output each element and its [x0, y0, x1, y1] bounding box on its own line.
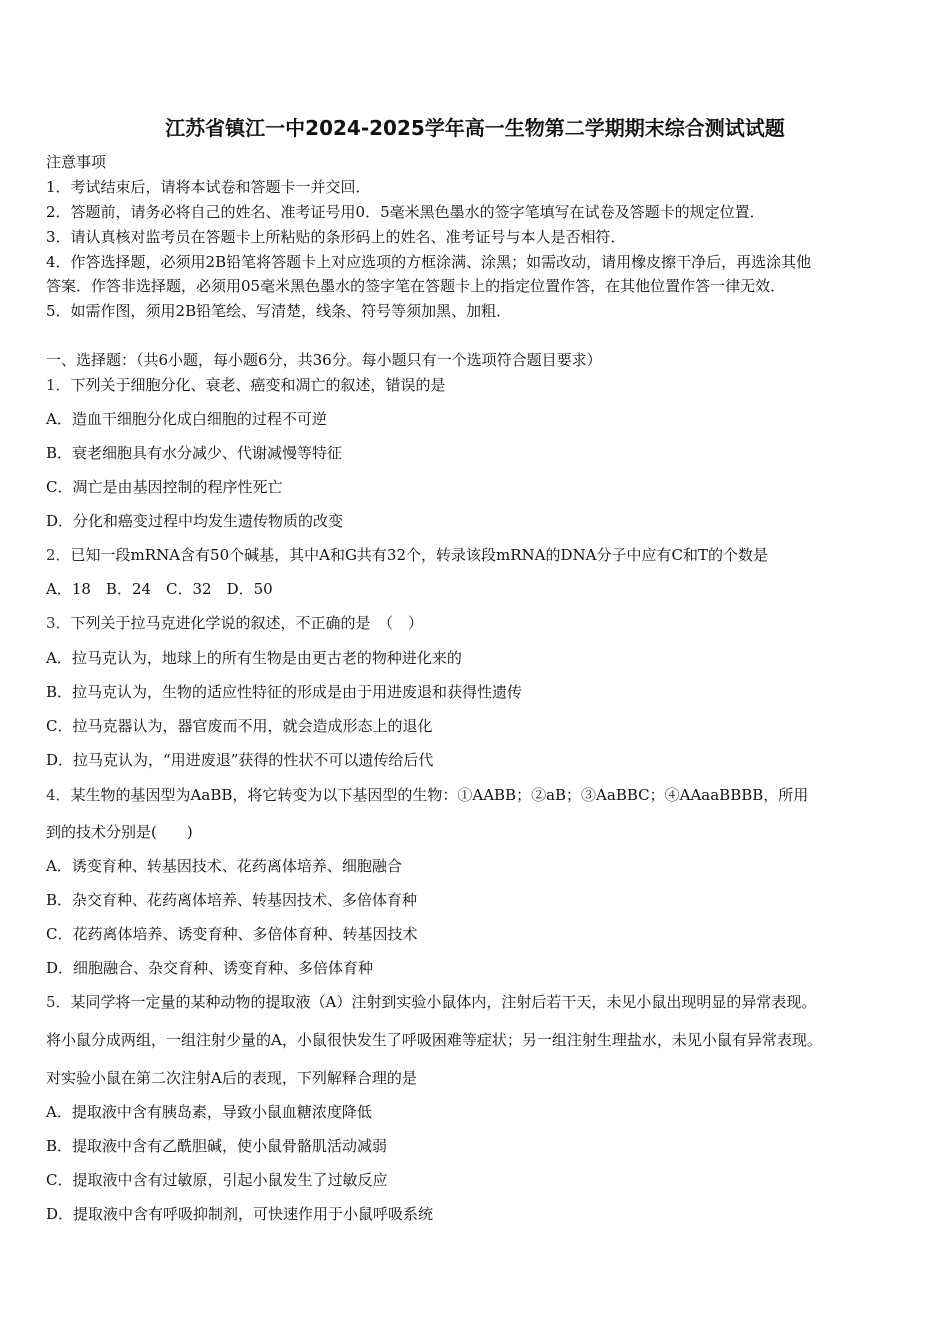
option-b: B．衰老细胞具有水分减少、代谢减慢等特征 [46, 444, 343, 462]
question-number: 5． [46, 993, 71, 1011]
option-a: A．造血干细胞分化成白细胞的过程不可逆 [46, 410, 327, 428]
notice-item: 5．如需作图，须用2B铅笔绘、写清楚，线条、符号等须加黑、加粗． [46, 302, 512, 320]
option-b: B．拉马克认为，生物的适应性特征的形成是由于用进废退和获得性遗传 [46, 683, 523, 701]
question-stem: 下列关于拉马克进化学说的叙述，不正确的是 （ ） [70, 614, 424, 632]
question-2 [46, 545, 768, 565]
notice-item: 1．考试结束后，请将本试卷和答题卡一并交回． [46, 178, 371, 196]
question-5 [46, 992, 816, 1012]
question-number: 3． [46, 614, 71, 632]
option-c: C．提取液中含有过敏原，引起小鼠发生了过敏反应 [46, 1171, 388, 1189]
question-number: 4． [46, 786, 71, 804]
option-b: B．杂交育种、花药离体培养、转基因技术、多倍体育种 [46, 891, 418, 909]
option-c: C．拉马克器认为，器官废而不用，就会造成形态上的退化 [46, 717, 433, 735]
question-stem-continued: 将小鼠分成两组，一组注射少量的A，小鼠很快发生了呼吸困难等症状；另一组注射生理盐水，未见小鼠有异常表现。 [46, 1031, 822, 1049]
question-stem-continued: 到的技术分别是( ) [46, 823, 193, 841]
notice-heading: 注意事项 [46, 153, 107, 171]
notice-item: 答案．作答非选择题，必须用05毫米黑色墨水的签字笔在答题卡上的指定位置作答，在其他位置作答一律无效． [46, 277, 786, 295]
option-a: A．提取液中含有胰岛素，导致小鼠血糖浓度降低 [46, 1103, 372, 1121]
question-number: 2． [46, 546, 71, 564]
notice-item: 4．作答选择题，必须用2B铅笔将答题卡上对应选项的方框涂满、涂黑；如需改动，请用橡皮擦干净后，再选涂其他 [46, 253, 812, 271]
page-title: 江苏省镇江一中2024-2025学年高一生物第二学期期末综合测试试题 [165, 116, 785, 140]
option-d: D．提取液中含有呼吸抑制剂，可快速作用于小鼠呼吸系统 [46, 1205, 434, 1223]
question-stem: 某生物的基因型为AaBB，将它转变为以下基因型的生物：①AABB；②aB；③AaBBC；④AAaaBBBB，所用 [70, 786, 809, 804]
option-a: A．拉马克认为，地球上的所有生物是由更古老的物种进化来的 [46, 649, 462, 667]
question-3 [46, 613, 423, 633]
option-c: C．花药离体培养、诱变育种、多倍体育种、转基因技术 [46, 925, 418, 943]
options-inline: A．18 B．24 C．32 D．50 [46, 580, 273, 598]
notice-item: 2．答题前，请务必将自己的姓名、准考证号用0．5毫米黑色墨水的签字笔填写在试卷及答题卡的规定位置． [46, 203, 765, 221]
question-number: 1． [46, 376, 71, 394]
option-a: A．诱变育种、转基因技术、花药离体培养、细胞融合 [46, 857, 402, 875]
question-stem: 下列关于细胞分化、衰老、癌变和凋亡的叙述，错误的是 [70, 376, 446, 394]
question-4 [46, 785, 808, 805]
option-d: D．分化和癌变过程中均发生遗传物质的改变 [46, 512, 344, 530]
option-b: B．提取液中含有乙酰胆碱，使小鼠骨骼肌活动减弱 [46, 1137, 388, 1155]
option-d: D．拉马克认为，“用进废退”获得的性状不可以遗传给后代 [46, 751, 434, 769]
question-stem: 已知一段mRNA含有50个碱基，其中A和G共有32个，转录该段mRNA的DNA分子中应有C和T的个数是 [70, 546, 768, 564]
option-c: C．凋亡是由基因控制的程序性死亡 [46, 478, 283, 496]
question-1 [46, 375, 446, 395]
section-heading: 一、选择题：（共6小题，每小题6分，共36分。每小题只有一个选项符合题目要求） [46, 351, 602, 369]
option-d: D．细胞融合、杂交育种、诱变育种、多倍体育种 [46, 959, 374, 977]
question-stem-continued: 对实验小鼠在第二次注射A后的表现，下列解释合理的是 [46, 1069, 417, 1087]
question-stem: 某同学将一定量的某种动物的提取液（A）注射到实验小鼠体内，注射后若干天，未见小鼠出现明显的异常表现。 [70, 993, 817, 1011]
notice-item: 3．请认真核对监考员在答题卡上所粘贴的条形码上的姓名、准考证号与本人是否相符． [46, 228, 626, 246]
